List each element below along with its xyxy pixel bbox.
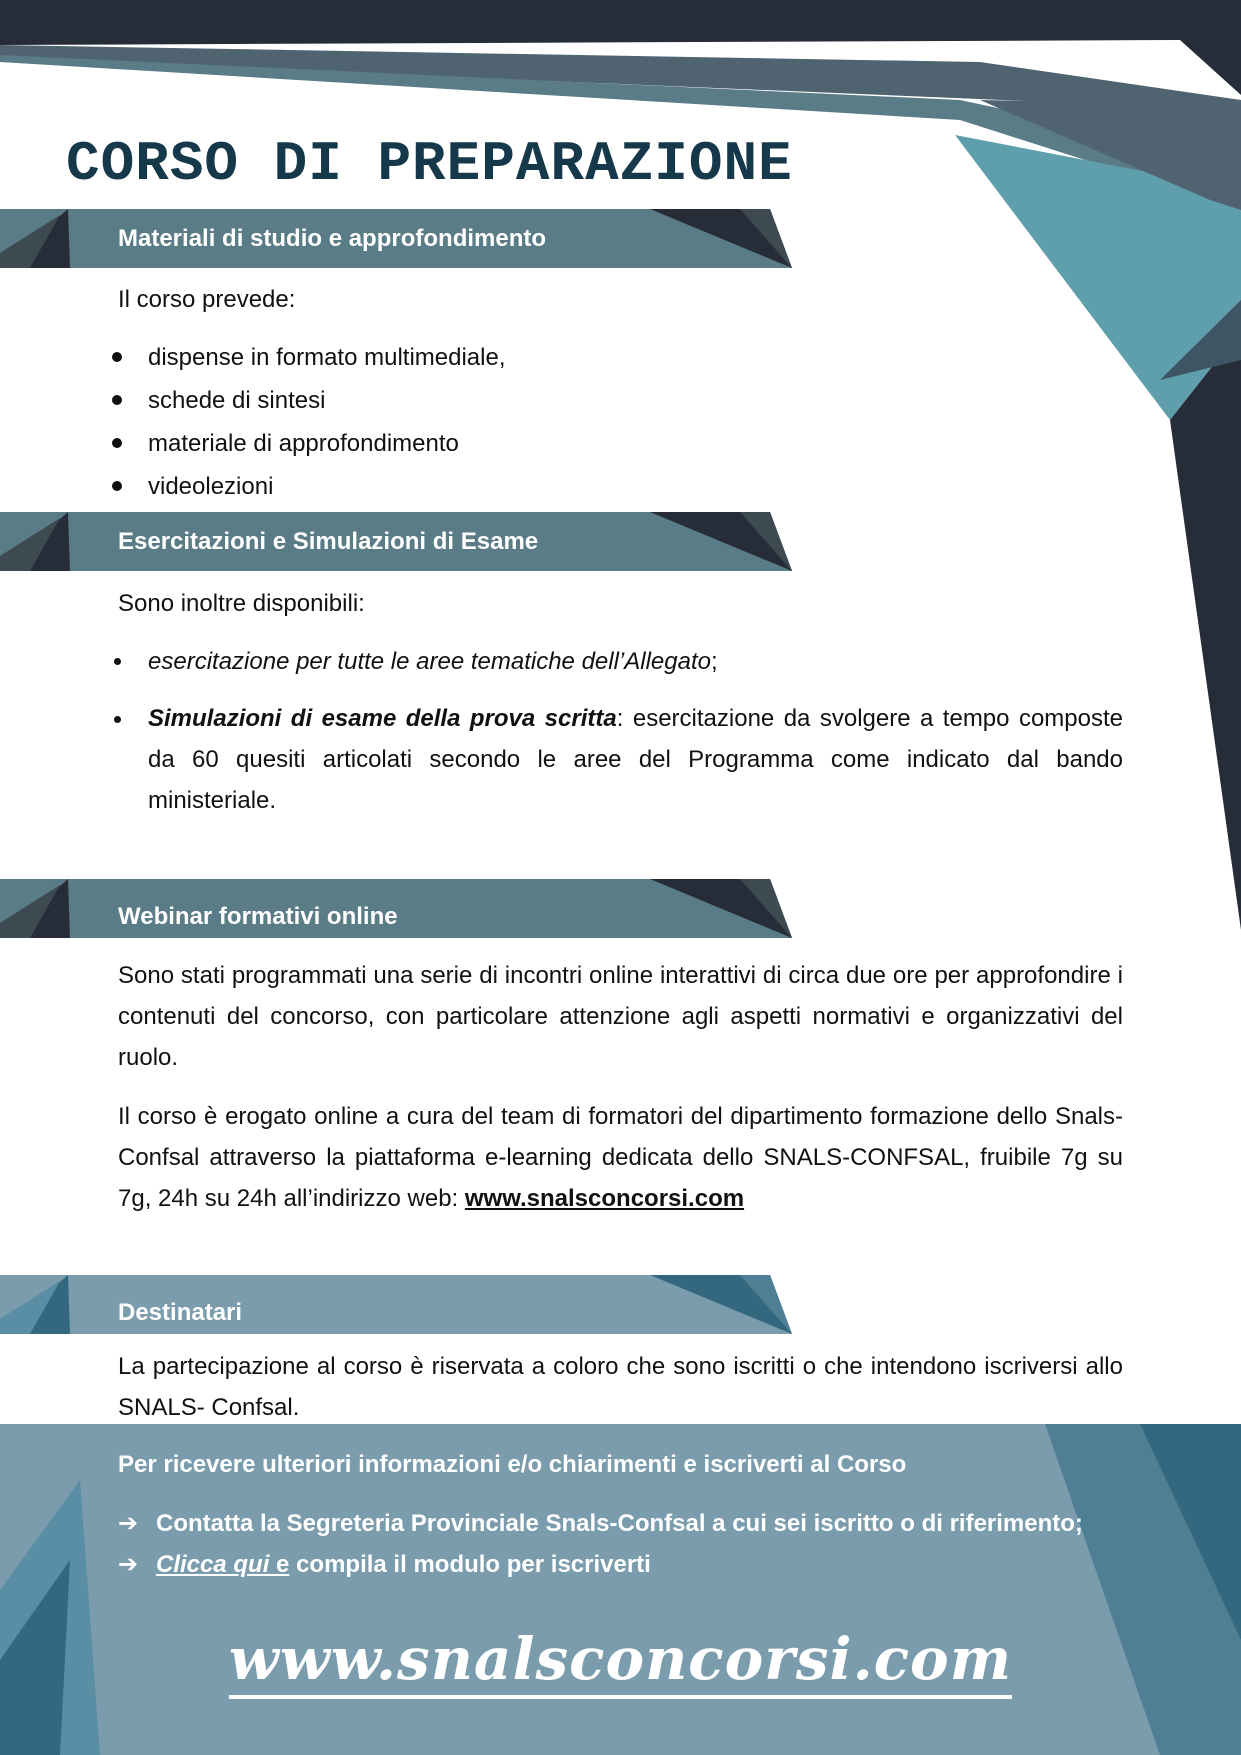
website-link[interactable]: www.snalsconcorsi.com bbox=[464, 1185, 745, 1212]
list-item: dispense in formato multimediale, bbox=[118, 336, 1123, 379]
destinatari-paragraph: La partecipazione al corso è riservata a coloro che sono iscritti o che intendono iscriversi allo SNALS- Confsal. bbox=[118, 1353, 1123, 1421]
arrow-right-icon: ➔ bbox=[118, 1551, 139, 1578]
section-heading: Materiali di studio e approfondimento bbox=[118, 225, 547, 252]
webinar-paragraph-1: Sono stati programmati una serie di incontri online interattivi di circa due ore per approfondire i contenuti del concorso, con particolare attenzione agli aspetti normativi e organizzativi del ruolo. bbox=[118, 962, 1123, 1071]
item-italic: esercitazione per tutte le aree tematiche dell’Allegato bbox=[148, 648, 711, 675]
footer-website-text[interactable]: www.snalsconcorsi.com bbox=[229, 1625, 1012, 1699]
footer-contact-text: Contatta la Segreteria Provinciale Snals-Confsal a cui sei iscritto o di riferimento; bbox=[156, 1510, 1083, 1537]
list-item: materiale di approfondimento bbox=[118, 422, 1123, 465]
webinar-paragraph-2-text: Il corso è erogato online a cura del team di formatori del dipartimento formazione dello Snals-Confsal attraverso la piattaforma e-learning dedicata dello SNALS-CONFSAL, fruibile 7g su 7g, 24h su 24h all’indirizzo web: bbox=[118, 1103, 1123, 1212]
footer-e: e bbox=[276, 1551, 290, 1578]
esercitazioni-list bbox=[118, 640, 1123, 683]
materiali-intro: Il corso prevede: bbox=[118, 286, 296, 313]
arrow-right-icon: ➔ bbox=[118, 1510, 139, 1537]
section-banner-webinar bbox=[0, 879, 792, 938]
section-heading: Esercitazioni e Simulazioni di Esame bbox=[118, 528, 539, 555]
footer-info: Per ricevere ulteriori informazioni e/o chiarimenti e iscriverti al Corso bbox=[118, 1451, 907, 1478]
list-item bbox=[118, 698, 1123, 821]
footer-register-text: compila il modulo per iscriverti bbox=[289, 1551, 651, 1578]
item-bold: Simulazioni di esame della prova scritta bbox=[148, 705, 617, 732]
esercitazioni-intro: Sono inoltre disponibili: bbox=[118, 590, 365, 617]
item-end: ; bbox=[711, 648, 718, 675]
section-banner-materiali bbox=[0, 209, 792, 268]
esercitazioni-list-2 bbox=[118, 698, 1123, 821]
section-banner-destinatari bbox=[0, 1275, 792, 1334]
clicca-qui-link[interactable]: Clicca qui bbox=[156, 1551, 277, 1578]
item-rest: : esercitazione da svolgere a tempo composte da 60 quesiti articolati secondo le aree del Programma come indicato dal bando ministeriale. bbox=[148, 705, 1124, 814]
section-heading: Destinatari bbox=[118, 1299, 243, 1326]
list-item: videolezioni bbox=[118, 465, 1123, 508]
footer-line-register bbox=[118, 1550, 651, 1579]
footer-website bbox=[0, 1625, 1241, 1693]
materiali-list bbox=[118, 336, 1123, 508]
list-item: schede di sintesi bbox=[118, 379, 1123, 422]
footer-line-contact bbox=[118, 1509, 1083, 1538]
page-title: CORSO DI PREPARAZIONE bbox=[66, 132, 793, 196]
list-item bbox=[118, 640, 1123, 683]
webinar-paragraph-2 bbox=[118, 1096, 1123, 1219]
section-heading: Webinar formativi online bbox=[118, 903, 398, 930]
section-banner-esercitazioni bbox=[0, 512, 792, 571]
